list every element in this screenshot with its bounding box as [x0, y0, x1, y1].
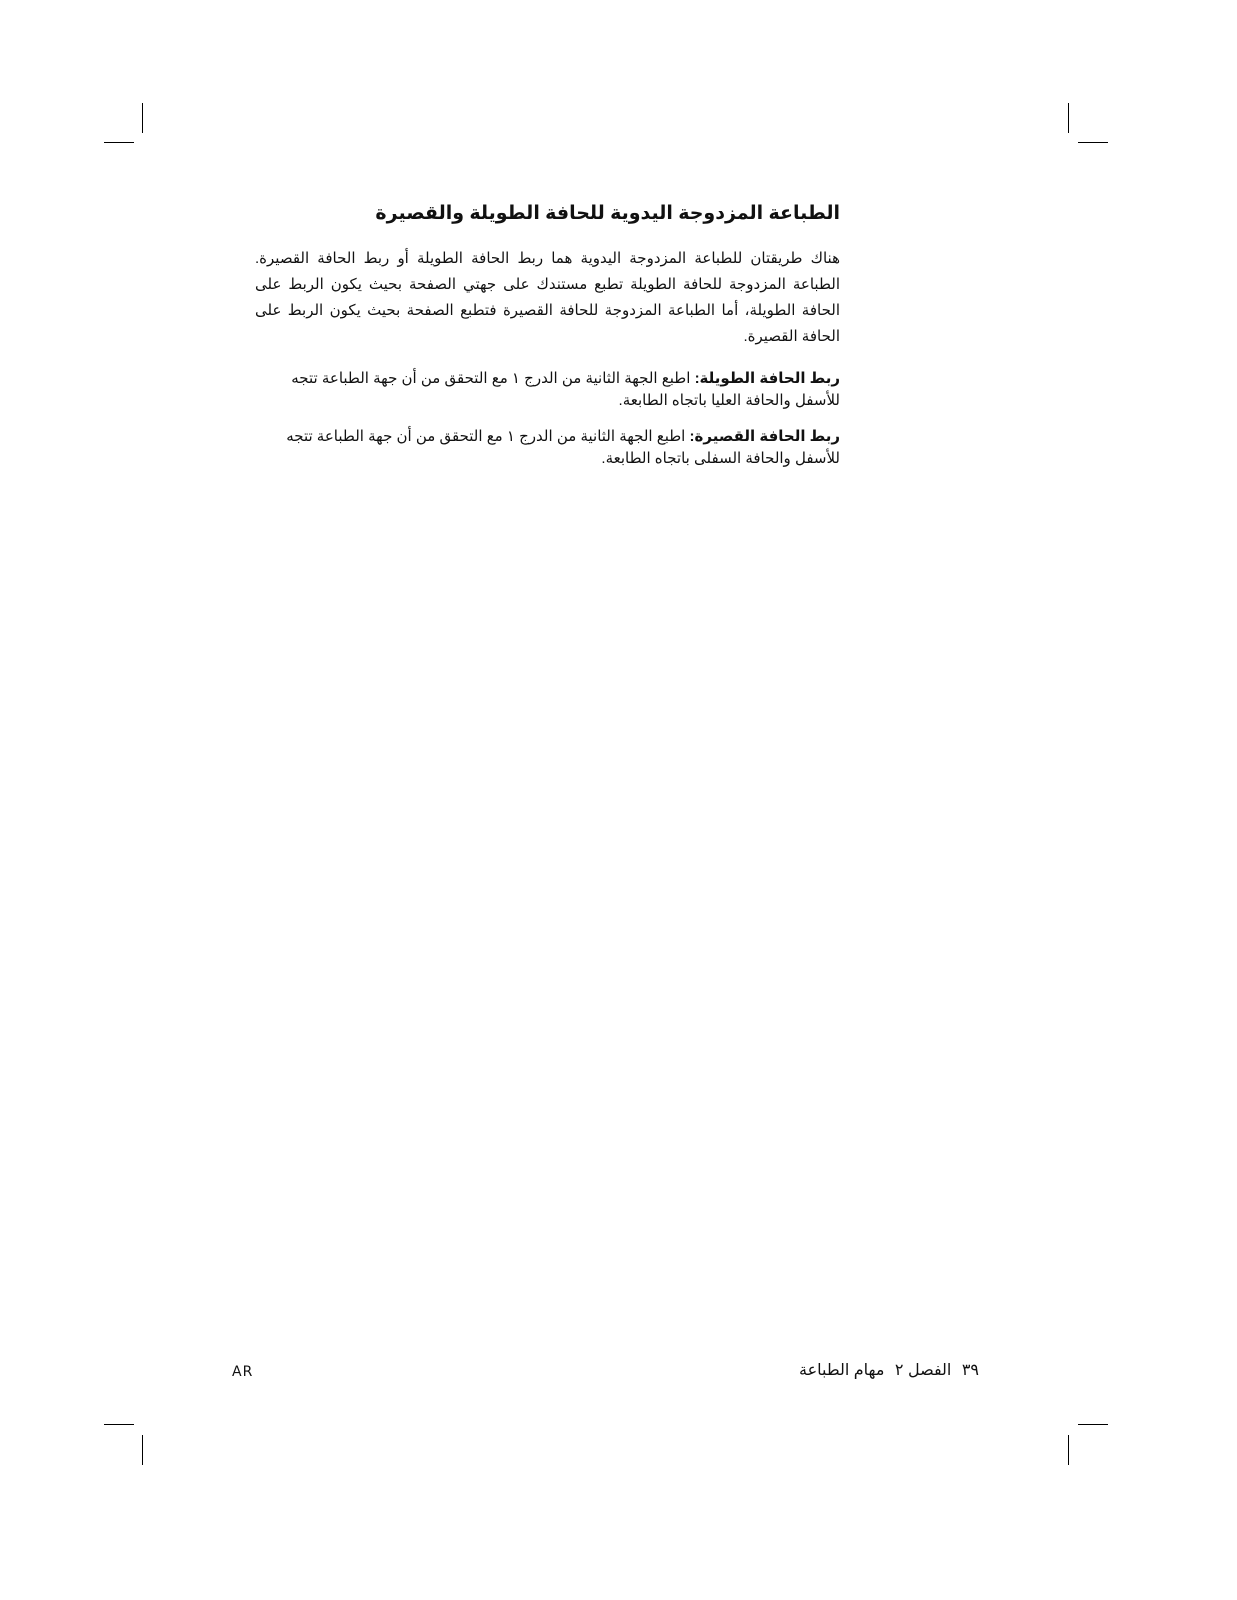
long-edge-text: اطبع الجهة الثانية من الدرج ١ مع التحقق من أن جهة الطباعة تتجه للأسفل والحافة العليا باتجاه الطابعة. — [291, 370, 840, 409]
short-edge-text: اطبع الجهة الثانية من الدرج ١ مع التحقق من أن جهة الطباعة تتجه للأسفل والحافة السفلى باتجاه الطابعة. — [286, 428, 840, 467]
footer-page-info — [793, 1360, 979, 1380]
page-heading: الطباعة المزدوجة اليدوية للحافة الطويلة والقصيرة — [375, 203, 840, 224]
crop-mark-top-right-vertical — [1068, 103, 1069, 133]
long-edge-paragraph — [255, 368, 840, 412]
intro-paragraph: هناك طريقتان للطباعة المزدوجة اليدوية هما ربط الحافة الطويلة أو ربط الحافة القصيرة. الطباعة المزدوجة للحافة الطويلة تطبع مستندك على جهتي الصفحة بحيث يكون الربط على الحافة الطويلة، أما الطباعة المزدوجة للحافة القصيرة فتطبع الصفحة بحيث يكون الربط على الحافة القصيرة. — [255, 250, 840, 345]
footer-page-number: ٣٩ — [961, 1362, 979, 1379]
footer-chapter: الفصل ٢ — [894, 1362, 952, 1379]
footer-section: مهام الطباعة — [799, 1362, 885, 1379]
long-edge-term: ربط الحافة الطويلة: — [694, 370, 840, 387]
footer-language-code: AR — [232, 1364, 254, 1380]
crop-mark-bottom-right-vertical — [1068, 1435, 1069, 1465]
crop-mark-bottom-left-horizontal — [104, 1424, 134, 1425]
crop-mark-top-left-horizontal — [104, 142, 134, 143]
short-edge-term: ربط الحافة القصيرة: — [689, 428, 840, 445]
crop-mark-top-right-horizontal — [1078, 142, 1108, 143]
crop-mark-bottom-left-vertical — [142, 1435, 143, 1465]
crop-mark-bottom-right-horizontal — [1078, 1424, 1108, 1425]
short-edge-paragraph — [255, 426, 840, 470]
crop-mark-top-left-vertical — [142, 103, 143, 133]
main-content — [255, 200, 840, 484]
